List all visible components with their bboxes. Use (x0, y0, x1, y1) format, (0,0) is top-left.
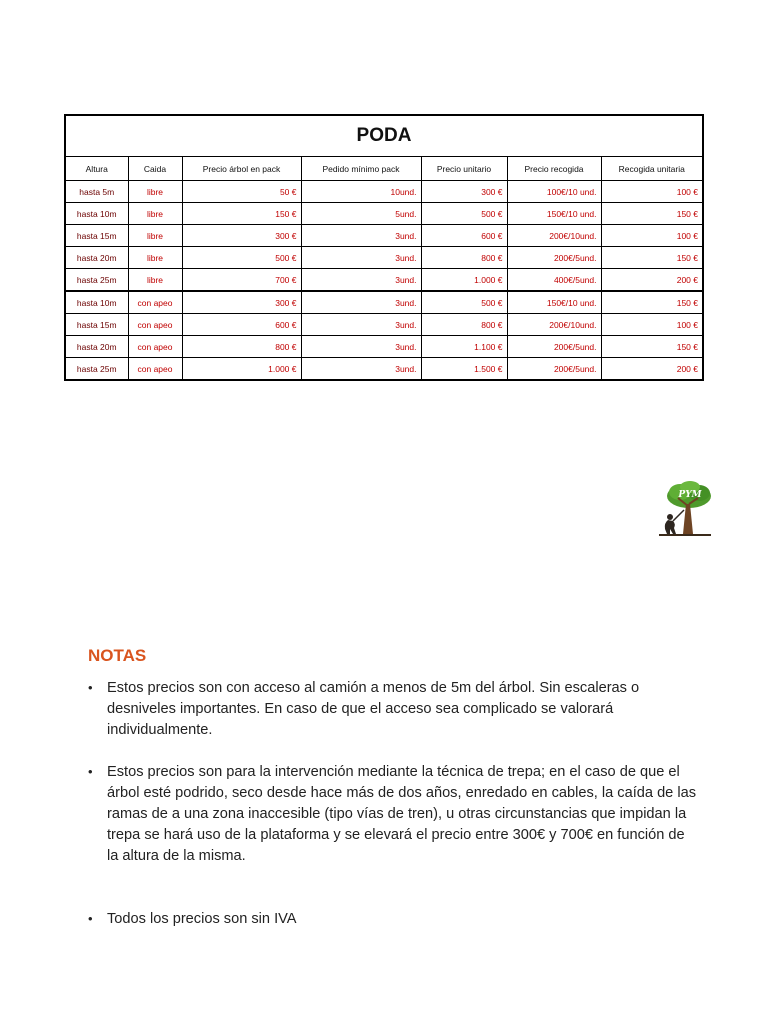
cell-precio-recogida: 200€/5und. (507, 336, 601, 358)
cell-pedido-minimo: 5und. (301, 203, 421, 225)
cell-recogida-unitaria: 200 € (676, 363, 698, 374)
cell-recogida-unitaria: 200 € (601, 269, 702, 292)
cell-recogida-unitaria: 150 € (601, 203, 702, 225)
cell-recogida-unitaria: 100 € (601, 181, 702, 203)
cell-altura: hasta 25m (66, 358, 128, 380)
table-row (66, 291, 702, 314)
cell-recogida-unitaria: 100 € (601, 225, 702, 247)
notes-list (88, 678, 698, 930)
cell-recogida-unitaria: 150 € (601, 336, 702, 358)
cell-precio-unitario: 800 € (421, 314, 507, 336)
cell-precio-recogida: 200€/10und. (507, 225, 601, 247)
cell-precio-pack: 600 € (182, 314, 301, 336)
price-table-container (64, 114, 704, 381)
cell-precio-unitario: 300 € (421, 181, 507, 203)
cell-precio-pack: 500 € (182, 247, 301, 269)
bullet-icon: • (88, 764, 93, 780)
cell-pedido-minimo: 3und. (301, 269, 421, 292)
note-text: Todos los precios son sin IVA (107, 911, 297, 928)
bullet-icon: • (88, 680, 93, 695)
cell-pedido-minimo: 10und. (301, 181, 421, 203)
cell-caida: con apeo (128, 314, 182, 336)
cell-caida: con apeo (128, 358, 182, 380)
cell-pedido-minimo: 3und. (301, 336, 421, 358)
cell-pedido-minimo: 3und. (301, 247, 421, 269)
notes-title: NOTAS (88, 646, 147, 665)
cell-pedido-minimo: 3und. (301, 225, 421, 247)
cell-precio-unitario: 600 € (421, 225, 507, 247)
bullet-icon: • (88, 911, 93, 927)
table-row (66, 247, 702, 269)
cell-precio-pack: 800 € (182, 336, 301, 358)
cell-precio-recogida: 200€/10und. (507, 314, 601, 336)
cell-altura: hasta 20m (66, 336, 128, 358)
cell-precio-recogida: 400€/5und. (507, 269, 601, 292)
cell-recogida-unitaria: 100 € (601, 314, 702, 336)
cell-precio-recogida: 200€/5und. (507, 247, 601, 269)
cell-caida: con apeo (128, 291, 182, 314)
cell-recogida-unitaria: 150 € (601, 291, 702, 314)
list-item (88, 678, 698, 740)
cell-precio-pack: 700 € (182, 269, 301, 292)
cell-altura: hasta 20m (66, 247, 128, 269)
cell-altura: hasta 15m (66, 225, 128, 247)
cell-precio-unitario: 1.500 € (421, 358, 507, 380)
header-precio-pack: Precio árbol en pack (182, 157, 301, 181)
cell-precio-recogida: 150€/10 und. (507, 291, 601, 314)
cell-precio-pack: 50 € (182, 181, 301, 203)
note-text: Estos precios son para la intervención mediante la técnica de trepa; en el caso de que el árbol esté podrido, seco desde hace más de dos años, enredado en cables, la caída de las ramas de a una zona inaccesible (tipo vías de tren), u otras circunstancias que impidan la trepa se hará uso de la plataforma y se elevará el precio entre 300€ y 700€ en función de la altura de la misma. (107, 764, 697, 864)
list-item (88, 762, 698, 866)
table-row (66, 336, 702, 358)
cell-pedido-minimo: 3und. (301, 358, 421, 380)
cell-altura: hasta 25m (66, 269, 128, 292)
cell-precio-unitario: 800 € (421, 247, 507, 269)
table-row (66, 203, 702, 225)
cell-pedido-minimo: 3und. (301, 314, 421, 336)
cell-precio-unitario: 1.100 € (421, 336, 507, 358)
logo-text: PYM (678, 490, 702, 500)
header-recogida-unitaria: Recogida unitaria (601, 157, 702, 181)
list-item (88, 909, 698, 930)
cell-pedido-minimo: 3und. (301, 291, 421, 314)
cell-precio-recogida: 150€/10 und. (507, 203, 601, 225)
table-title: PODA (66, 116, 702, 157)
cell-caida: libre (128, 225, 182, 247)
table-row (66, 358, 702, 380)
cell-precio-unitario: 1.000 € (421, 269, 507, 292)
cell-precio-pack: 1.000 € (182, 358, 301, 380)
table-row (66, 225, 702, 247)
table-row (66, 269, 702, 292)
note-text: Estos precios son con acceso al camión a menos de 5m del árbol. Sin escaleras o desniveles importantes. En caso de que el acceso sea complicado se valorará individualmente. (107, 680, 640, 738)
tree-climber-icon (656, 480, 714, 538)
cell-caida: libre (128, 269, 182, 292)
cell-precio-pack: 300 € (182, 291, 301, 314)
cell-precio-recogida: 200€/5und. (507, 358, 601, 380)
cell-caida: libre (128, 247, 182, 269)
header-altura: Altura (66, 157, 128, 181)
cell-precio-unitario: 500 € (421, 203, 507, 225)
table-header-row (66, 157, 702, 181)
header-precio-unitario: Precio unitario (421, 157, 507, 181)
cell-altura: hasta 10m (66, 203, 128, 225)
cell-precio-recogida: 100€/10 und. (507, 181, 601, 203)
cell-recogida-unitaria: 150 € (601, 247, 702, 269)
header-caida: Caida (128, 157, 182, 181)
cell-caida: con apeo (128, 336, 182, 358)
cell-precio-pack: 300 € (182, 225, 301, 247)
cell-caida: libre (128, 203, 182, 225)
table-row (66, 181, 702, 203)
cell-caida: libre (128, 181, 182, 203)
cell-precio-pack: 150 € (182, 203, 301, 225)
header-precio-recogida: Precio recogida (507, 157, 601, 181)
cell-altura: hasta 10m (66, 291, 128, 314)
header-pedido-minimo: Pedido mínimo pack (301, 157, 421, 181)
cell-precio-unitario: 500 € (421, 291, 507, 314)
cell-altura: hasta 5m (66, 181, 128, 203)
table-row (66, 314, 702, 336)
price-table (66, 157, 702, 379)
cell-altura: hasta 15m (66, 314, 128, 336)
